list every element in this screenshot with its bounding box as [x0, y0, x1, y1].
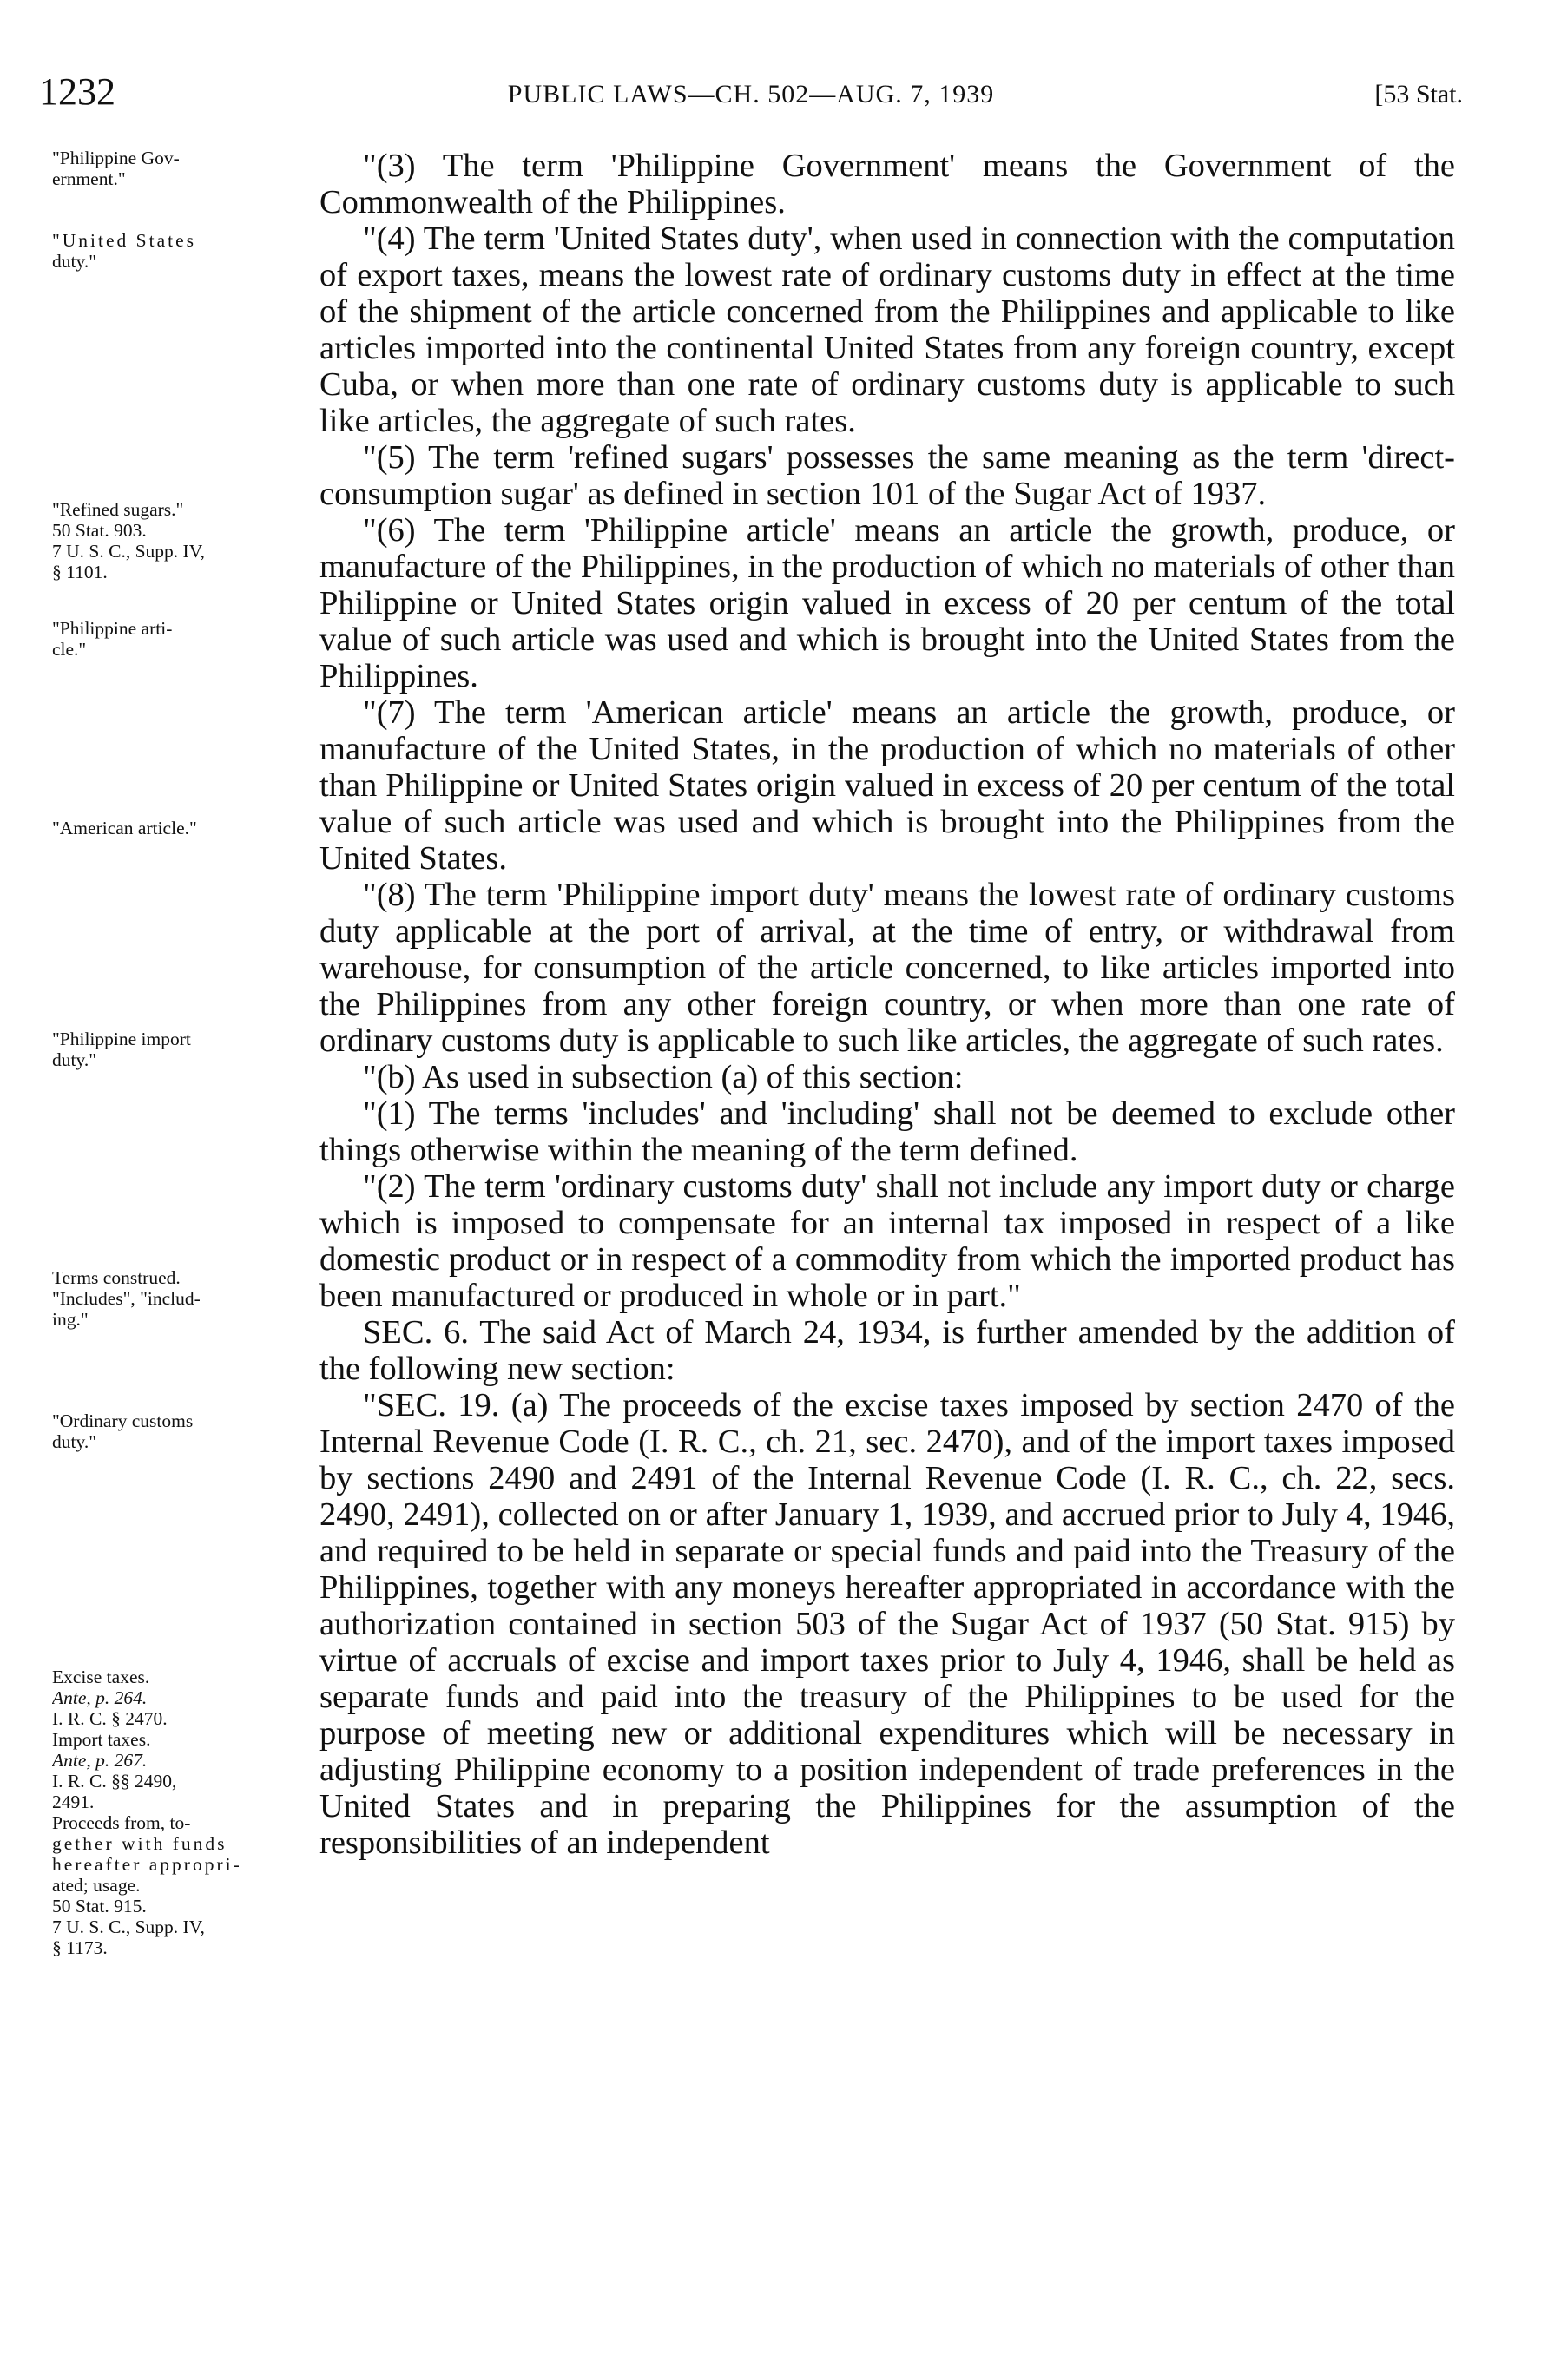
margin-note-line: 2491. [52, 1792, 95, 1812]
margin-note-line: ernment." [52, 168, 126, 189]
margin-note-line: 7 U. S. C., Supp. IV, [52, 1916, 205, 1937]
section-19-a: "SEC. 19. (a) The proceeds of the excise taxes imposed by section 2470 of the Internal Revenue Code (I. R. C., ch. 21, sec. 2470), and of the import taxes imposed by sections 2490 and 2491 of the Internal Revenue Code (I. R. C., ch. 22, secs. 2490, 2491), collected on or after January 1, 1939, and accrued prior to July 4, 1946, and required to be held in separate or special funds and paid into the Treasury of the Philippines, together with any moneys hereafter appropriated in accordance with the authorization contained in section 503 of the Sugar Act of 1937 (50 Stat. 915) by virtue of accruals of excise and import taxes prior to July 4, 1946, shall be held as separate funds and paid into the treasury of the Philippines to be used for the purpose of meeting new or additional expenditures which will be necessary in adjusting Philippine economy to a position independent of trade preferences in the United States and in preparing the Philippines for the assumption of the responsibilities of an independent [319, 1387, 1455, 1861]
margin-note-line: gether with funds [52, 1833, 227, 1854]
margin-note-refined-sugars [52, 499, 308, 582]
page-header [39, 69, 1463, 122]
paragraph-a7: "(7) The term 'American article' means an article the growth, produce, or manufacture of the United States, in the production of which no materials of other than Philippine or United States origin valued in excess of 20 per centum of the total value of such article was used and which is brought into the Philippines from the United States. [319, 694, 1455, 877]
margin-note-line: duty." [52, 251, 96, 272]
margin-note-line: "Philippine arti- [52, 618, 173, 639]
margin-note-philippine-government [52, 148, 308, 189]
margin-note-american-article [52, 818, 308, 838]
statute-reference: [53 Stat. [1374, 80, 1463, 108]
margin-note-line: Ante, p. 264. [52, 1687, 148, 1708]
statute-body [319, 148, 1455, 1861]
margin-note-line: "American article." [52, 818, 197, 838]
margin-note-line: "Philippine Gov- [52, 148, 180, 168]
margin-note-line: 50 Stat. 903. [52, 520, 147, 541]
margin-note-line: "Ordinary customs [52, 1410, 194, 1431]
margin-note-line: duty." [52, 1431, 96, 1452]
margin-note-line: Import taxes. [52, 1729, 151, 1750]
margin-note-line: "Refined sugars." [52, 499, 184, 520]
margin-note-line: § 1173. [52, 1937, 108, 1958]
margin-note-philippine-import-duty [52, 1029, 308, 1070]
margin-note-terms-construed [52, 1267, 308, 1330]
margin-note-line: "Philippine import [52, 1029, 191, 1049]
paragraph-a5: "(5) The term 'refined sugars' possesses the same meaning as the term 'direct-consumption sugar' as defined in section 101 of the Sugar Act of 1937. [319, 439, 1455, 512]
running-title: PUBLIC LAWS—CH. 502—AUG. 7, 1939 [507, 80, 995, 108]
margin-note-line: ing." [52, 1309, 89, 1330]
margin-note-line: hereafter appropri- [52, 1854, 242, 1875]
margin-note-philippine-article [52, 618, 308, 660]
margin-note-line: "Includes", "includ- [52, 1288, 201, 1309]
margin-note-line: I. R. C. § 2470. [52, 1708, 168, 1729]
margin-note-line: Proceeds from, to- [52, 1812, 191, 1833]
paragraph-a6: "(6) The term 'Philippine article' means an article the growth, produce, or manufacture of the Philippines, in the production of which no materials of other than Philippine or United States origin valued in excess of 20 per centum of the total value of such article was used and which is brought into the United States from the Philippines. [319, 512, 1455, 694]
margin-note-line: I. R. C. §§ 2490, [52, 1771, 177, 1792]
margin-note-ordinary-customs-duty [52, 1410, 308, 1452]
margin-note-line: 50 Stat. 915. [52, 1896, 147, 1916]
margin-note-line: 7 U. S. C., Supp. IV, [52, 541, 205, 562]
paragraph-b2: "(2) The term 'ordinary customs duty' shall not include any import duty or charge which is imposed to compensate for an internal tax imposed in respect of a like domestic product or in respect of a commodity from which the imported product has been manufactured or produced in whole or in part." [319, 1168, 1455, 1314]
margin-note-line: Excise taxes. [52, 1667, 150, 1687]
margin-note-line: duty." [52, 1049, 96, 1070]
margin-note-line: § 1101. [52, 562, 108, 582]
paragraph-b1: "(1) The terms 'includes' and 'including' shall not be deemed to exclude other things otherwise within the meaning of the term defined. [319, 1095, 1455, 1168]
section-6: SEC. 6. The said Act of March 24, 1934, is further amended by the addition of the following new section: [319, 1314, 1455, 1387]
margin-note-line: Ante, p. 267. [52, 1750, 148, 1771]
margin-note-united-states-duty [52, 230, 308, 272]
margin-note-line: Terms construed. [52, 1267, 181, 1288]
margin-note-line: ated; usage. [52, 1875, 141, 1896]
paragraph-a8: "(8) The term 'Philippine import duty' means the lowest rate of ordinary customs duty applicable at the port of arrival, at the time of entry, or withdrawal from warehouse, for consumption of the article concerned, to like articles imported into the Philippines from any other foreign country, or when more than one rate of ordinary customs duty is applicable to such like articles, the aggregate of such rates. [319, 877, 1455, 1059]
margin-note-excise-taxes [52, 1667, 308, 1958]
paragraph-a4: "(4) The term 'United States duty', when used in connection with the computation of export taxes, means the lowest rate of ordinary customs duty in effect at the time of the shipment of the article concerned from the Philippines and applicable to like articles imported into the continental United States from any foreign country, except Cuba, or when more than one rate of ordinary customs duty is applicable to such like articles, the aggregate of such rates. [319, 220, 1455, 439]
margin-note-line: "United States [52, 230, 197, 251]
paragraph-a3: "(3) The term 'Philippine Government' means the Government of the Commonwealth of the Philippines. [319, 148, 1455, 220]
margin-note-line: cle." [52, 639, 87, 660]
page-number: 1232 [39, 70, 115, 113]
paragraph-b: "(b) As used in subsection (a) of this section: [363, 1059, 964, 1095]
